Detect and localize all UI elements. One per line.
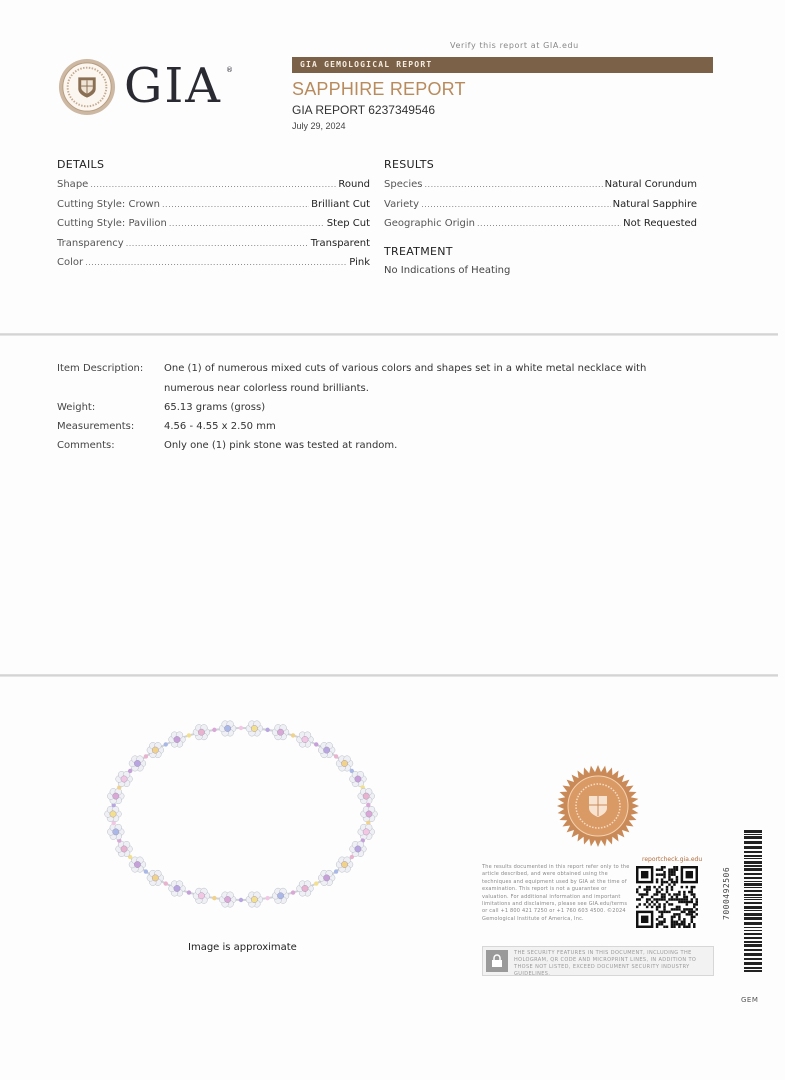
details-row-color bbox=[57, 257, 370, 277]
treatment-value: No Indications of Heating bbox=[384, 265, 511, 276]
registered-mark: ® bbox=[226, 66, 233, 74]
report-date: July 29, 2024 bbox=[292, 121, 346, 131]
details-label: Cutting Style: Crown bbox=[57, 198, 160, 210]
details-label: Shape bbox=[57, 179, 89, 190]
necklace-image bbox=[96, 714, 386, 914]
details-label: Transparency bbox=[57, 237, 124, 249]
results-title: RESULTS bbox=[384, 158, 435, 171]
gia-seal-icon bbox=[58, 58, 116, 116]
item-description-value: One (1) of numerous mixed cuts of various colors and shapes set in a white metal necklace with numerous near colorless round brilliants. bbox=[164, 363, 647, 394]
verify-link-text: Verify this report at GIA.edu bbox=[450, 41, 579, 50]
results-row-species bbox=[384, 179, 697, 199]
results-label: Variety bbox=[384, 198, 420, 210]
image-caption: Image is approximate bbox=[188, 942, 297, 953]
comments-label: Comments: bbox=[57, 440, 115, 451]
details-row-pavilion bbox=[57, 218, 370, 238]
results-label: Species bbox=[384, 179, 423, 190]
gia-logo-text: GIA bbox=[124, 58, 222, 114]
report-band: GIA GEMOLOGICAL REPORT bbox=[292, 57, 713, 73]
details-value: Step Cut bbox=[326, 218, 370, 229]
disclaimer-text: The results documented in this report refer only to the article described, and were obtained using the techniques and equipment used by GIA at the time of examination. This report is not a guarantee or valuation. For additional information and important limitations and disclaimers, please see GIA.edu/terms or call +1 800 421 7250 or +1 760 603 4500. ©2024 Gemological Institute of America, Inc. bbox=[482, 864, 630, 922]
qr-code-icon[interactable] bbox=[636, 866, 698, 928]
gold-hologram-seal-icon bbox=[556, 764, 640, 848]
details-row-shape bbox=[57, 179, 370, 199]
security-features-text: THE SECURITY FEATURES IN THIS DOCUMENT, INCLUDING THE HOLOGRAM, QR CODE AND MICROPRINT LINES, IN ADDITION TO THOSE NOT LISTED, EXCEED DOCUMENT SECURITY INDUSTRY GUIDELINES. bbox=[514, 950, 697, 977]
weight-label: Weight: bbox=[57, 402, 96, 413]
report-number: GIA REPORT 6237349546 bbox=[292, 103, 435, 117]
reportcheck-label: reportcheck.gia.edu bbox=[642, 856, 703, 863]
treatment-title: TREATMENT bbox=[384, 245, 453, 258]
barcode-icon bbox=[744, 830, 762, 972]
report-type: SAPPHIRE REPORT bbox=[292, 79, 466, 99]
section-divider bbox=[0, 333, 778, 336]
section-divider bbox=[0, 674, 778, 677]
results-row-origin bbox=[384, 218, 697, 238]
results-row-variety bbox=[384, 199, 697, 219]
barcode-number: 7000492506 bbox=[722, 866, 731, 920]
details-table bbox=[57, 179, 370, 277]
details-row-transparency bbox=[57, 238, 370, 258]
measurements-value: 4.56 - 4.55 x 2.50 mm bbox=[164, 421, 276, 432]
details-row-crown bbox=[57, 199, 370, 219]
details-value: Round bbox=[338, 179, 370, 190]
details-value: Brilliant Cut bbox=[311, 198, 370, 210]
results-value: Natural Sapphire bbox=[612, 198, 697, 210]
results-value: Not Requested bbox=[623, 218, 697, 229]
measurements-label: Measurements: bbox=[57, 421, 135, 432]
results-table bbox=[384, 179, 697, 238]
gem-code: GEM bbox=[741, 996, 759, 1004]
results-label: Geographic Origin bbox=[384, 218, 475, 229]
lock-icon bbox=[486, 950, 508, 972]
details-value: Pink bbox=[349, 257, 370, 268]
details-label: Cutting Style: Pavilion bbox=[57, 218, 167, 229]
details-value: Transparent bbox=[310, 237, 370, 249]
item-description-label: Item Description: bbox=[57, 363, 144, 374]
details-label: Color bbox=[57, 257, 84, 268]
details-title: DETAILS bbox=[57, 158, 105, 171]
results-value: Natural Corundum bbox=[604, 179, 697, 190]
weight-value: 65.13 grams (gross) bbox=[164, 402, 266, 413]
comments-value: Only one (1) pink stone was tested at random. bbox=[164, 440, 398, 451]
